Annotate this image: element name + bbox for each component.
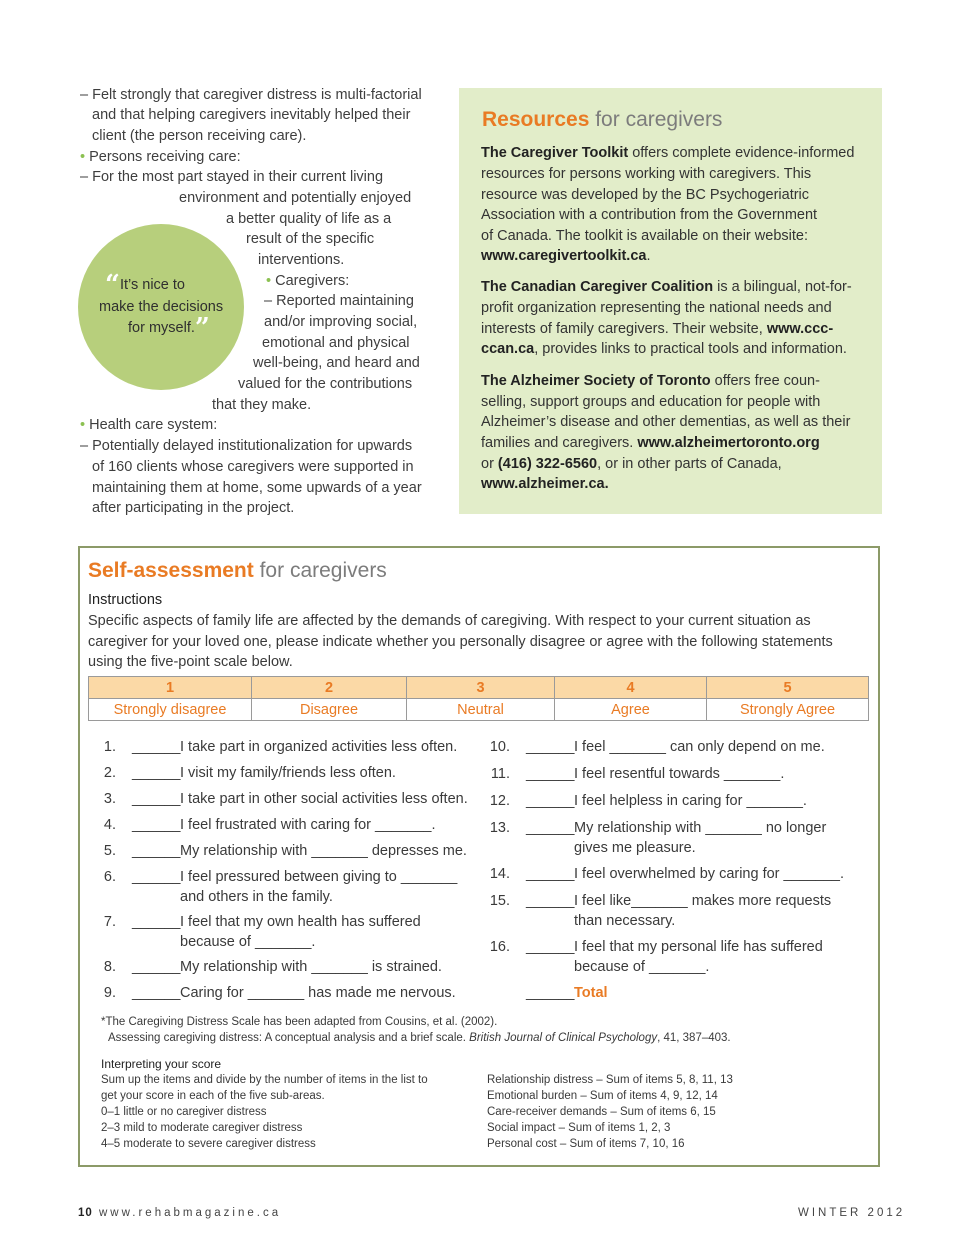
pull-quote-line: “It’s nice to xyxy=(105,270,185,300)
score-blank[interactable]: ______ xyxy=(526,939,575,955)
bullet-icon: • xyxy=(266,273,272,289)
instructions-line: Specific aspects of family life are affected by the demands of caregiving. With respect to your current situation as xyxy=(88,613,811,629)
score-blank[interactable]: ______ xyxy=(526,793,575,809)
text-line: and that helping caregivers inevitably helped their xyxy=(92,107,411,123)
score-blank[interactable]: ______ xyxy=(526,866,575,882)
subarea-line: Care-receiver demands – Sum of items 6, 15 xyxy=(487,1106,716,1118)
text-line: client (the person receiving care). xyxy=(92,128,307,144)
footnote: *The Caregiving Distress Scale has been adapted from Cousins, et al. (2002). xyxy=(101,1016,498,1028)
subarea-line: Relationship distress – Sum of items 5, 8, 11, 13 xyxy=(487,1074,733,1086)
resources-title: Resources for caregivers xyxy=(482,108,723,131)
close-quote-icon: ” xyxy=(194,313,210,343)
scale-number: 3 xyxy=(407,677,555,699)
scale-number: 1 xyxy=(89,677,252,699)
score-blank[interactable]: ______ xyxy=(132,791,181,807)
score-blank[interactable]: ______ xyxy=(526,893,575,909)
text-line: valued for the contributions xyxy=(238,376,413,392)
resources-line: resources for persons working with caregivers. This xyxy=(481,166,812,182)
bullet-heading-caregivers: • Caregivers: xyxy=(266,273,350,289)
score-blank[interactable]: ______ xyxy=(526,820,575,836)
text-line: emotional and physical xyxy=(262,335,410,351)
text-line: of 160 clients whose caregivers were supported in xyxy=(92,459,414,475)
instructions-line: using the five-point scale below. xyxy=(88,654,293,670)
text-line: environment and potentially enjoyed xyxy=(179,190,412,206)
phone-number[interactable]: (416) 322-6560 xyxy=(497,456,598,472)
score-line: 2–3 mild to moderate caregiver distress xyxy=(101,1122,303,1134)
bullet-icon: • xyxy=(80,417,86,433)
text-line: after participating in the project. xyxy=(92,500,295,516)
score-blank[interactable]: ______ xyxy=(526,739,575,755)
scale-label: Agree xyxy=(555,699,707,721)
bullet-heading-persons: • Persons receiving care: xyxy=(80,149,241,165)
rating-scale-table xyxy=(88,676,869,721)
alzheimer-society-name: The Alzheimer Society of Toronto xyxy=(481,373,711,389)
scale-label: Neutral xyxy=(407,699,555,721)
caregiver-coalition-name: The Canadian Caregiver Coalition xyxy=(481,279,714,295)
ccc-ccan-link[interactable]: www.ccc- xyxy=(766,321,834,337)
score-line: 0–1 little or no caregiver distress xyxy=(101,1106,267,1118)
text-line: – For the most part stayed in their current living xyxy=(80,169,384,185)
resources-line: or (416) 322-6560, or in other parts of Canada, xyxy=(481,456,782,472)
pull-quote-line: make the decisions xyxy=(99,299,224,315)
score-blank[interactable]: ______ xyxy=(132,843,181,859)
score-blank[interactable]: ______ xyxy=(132,817,181,833)
resources-line: selling, support groups and education for people with xyxy=(481,394,821,410)
alzheimer-ca-link[interactable]: www.alzheimer.ca. xyxy=(481,476,609,492)
pull-quote-line: for myself.” xyxy=(128,313,210,343)
resources-line: Association with a contribution from the Government xyxy=(481,207,818,223)
total-label: Total xyxy=(574,985,608,1001)
score-blank[interactable]: ______ xyxy=(132,914,181,930)
resources-line: The Alzheimer Society of Toronto offers free coun- xyxy=(481,373,820,389)
footer-left xyxy=(78,1207,281,1219)
score-line: Sum up the items and divide by the number of items in the list to xyxy=(101,1074,428,1086)
resources-line: profit organization representing the national needs and xyxy=(481,300,832,316)
self-assessment-title: Self-assessment for caregivers xyxy=(88,559,387,582)
score-blank[interactable]: ______ xyxy=(132,985,181,1001)
score-blank[interactable]: ______ xyxy=(132,959,181,975)
scale-label: Strongly disagree xyxy=(89,699,252,721)
bullet-heading-health: • Health care system: xyxy=(80,417,218,433)
resources-line: interests of family caregivers. Their website, www.ccc- xyxy=(481,321,834,337)
footer-website[interactable]: www.rehabmagazine.ca xyxy=(99,1207,282,1219)
resources-line: ccan.ca, provides links to practical tools and information. xyxy=(481,341,847,357)
resources-line: The Canadian Caregiver Coalition is a bilingual, not-for- xyxy=(481,279,852,295)
alzheimertoronto-link[interactable]: www.alzheimertoronto.org xyxy=(637,435,820,451)
text-line: – Felt strongly that caregiver distress is multi-factorial xyxy=(80,87,422,103)
resources-line: families and caregivers. www.alzheimertoronto.org xyxy=(481,435,820,451)
text-line: and/or improving social, xyxy=(264,314,418,330)
text-line: result of the specific xyxy=(246,231,375,247)
score-line: get your score in each of the five sub-areas. xyxy=(101,1090,325,1102)
resources-line: www.caregivertoolkit.ca. xyxy=(481,248,651,264)
text-line: a better quality of life as a xyxy=(226,211,392,227)
open-quote-icon: “ xyxy=(105,270,120,300)
footnote-citation: Assessing caregiving distress: A conceptual analysis and a brief scale. British Journal of Clinical Psychology, 41, 387–403. xyxy=(108,1032,731,1044)
text-line: – Potentially delayed institutionalization for upwards xyxy=(80,438,413,454)
score-blank[interactable]: ______ xyxy=(132,869,181,885)
instructions-heading: Instructions xyxy=(88,592,163,608)
subarea-line: Emotional burden – Sum of items 4, 9, 12, 14 xyxy=(487,1090,718,1102)
total-blank[interactable]: ______ xyxy=(526,985,575,1001)
scale-label: Disagree xyxy=(252,699,407,721)
scale-number: 4 xyxy=(555,677,707,699)
resources-line: of Canada. The toolkit is available on their website: xyxy=(481,228,808,244)
scale-number: 5 xyxy=(707,677,869,699)
resources-line: The Caregiver Toolkit offers complete evidence-informed xyxy=(481,145,855,161)
resources-line: Alzheimer’s disease and other dementias, as well as their xyxy=(481,414,851,430)
scale-number: 2 xyxy=(252,677,407,699)
text-line: interventions. xyxy=(258,252,345,268)
score-heading: Interpreting your score xyxy=(101,1057,222,1071)
ccc-ccan-link[interactable]: ccan.ca xyxy=(481,341,535,357)
text-line: well-being, and heard and xyxy=(253,355,420,371)
caregivertoolkit-link[interactable]: www.caregivertoolkit.ca xyxy=(481,248,647,264)
text-line: – Reported maintaining xyxy=(264,293,414,309)
score-blank[interactable]: ______ xyxy=(132,739,181,755)
text-line: maintaining them at home, some upwards of a year xyxy=(92,480,422,496)
score-blank[interactable]: ______ xyxy=(132,765,181,781)
bullet-icon: • xyxy=(80,149,86,165)
scale-label: Strongly Agree xyxy=(707,699,869,721)
footer-issue: WINTER 2012 xyxy=(798,1207,906,1219)
score-blank[interactable]: ______ xyxy=(526,766,575,782)
resources-line xyxy=(481,474,609,495)
text-line: that they make. xyxy=(212,397,312,413)
instructions-line: caregiver for your loved one, please indicate whether you personally disagree or agree with the following statements xyxy=(88,634,833,650)
subarea-line: Personal cost – Sum of items 7, 10, 16 xyxy=(487,1138,685,1150)
page-number: 10 xyxy=(78,1207,93,1219)
subarea-line: Social impact – Sum of items 1, 2, 3 xyxy=(487,1122,671,1134)
score-line: 4–5 moderate to severe caregiver distress xyxy=(101,1138,316,1150)
caregiver-toolkit-name: The Caregiver Toolkit xyxy=(481,145,629,161)
resources-line: resource was developed by the BC Psychogeriatric xyxy=(481,187,810,203)
